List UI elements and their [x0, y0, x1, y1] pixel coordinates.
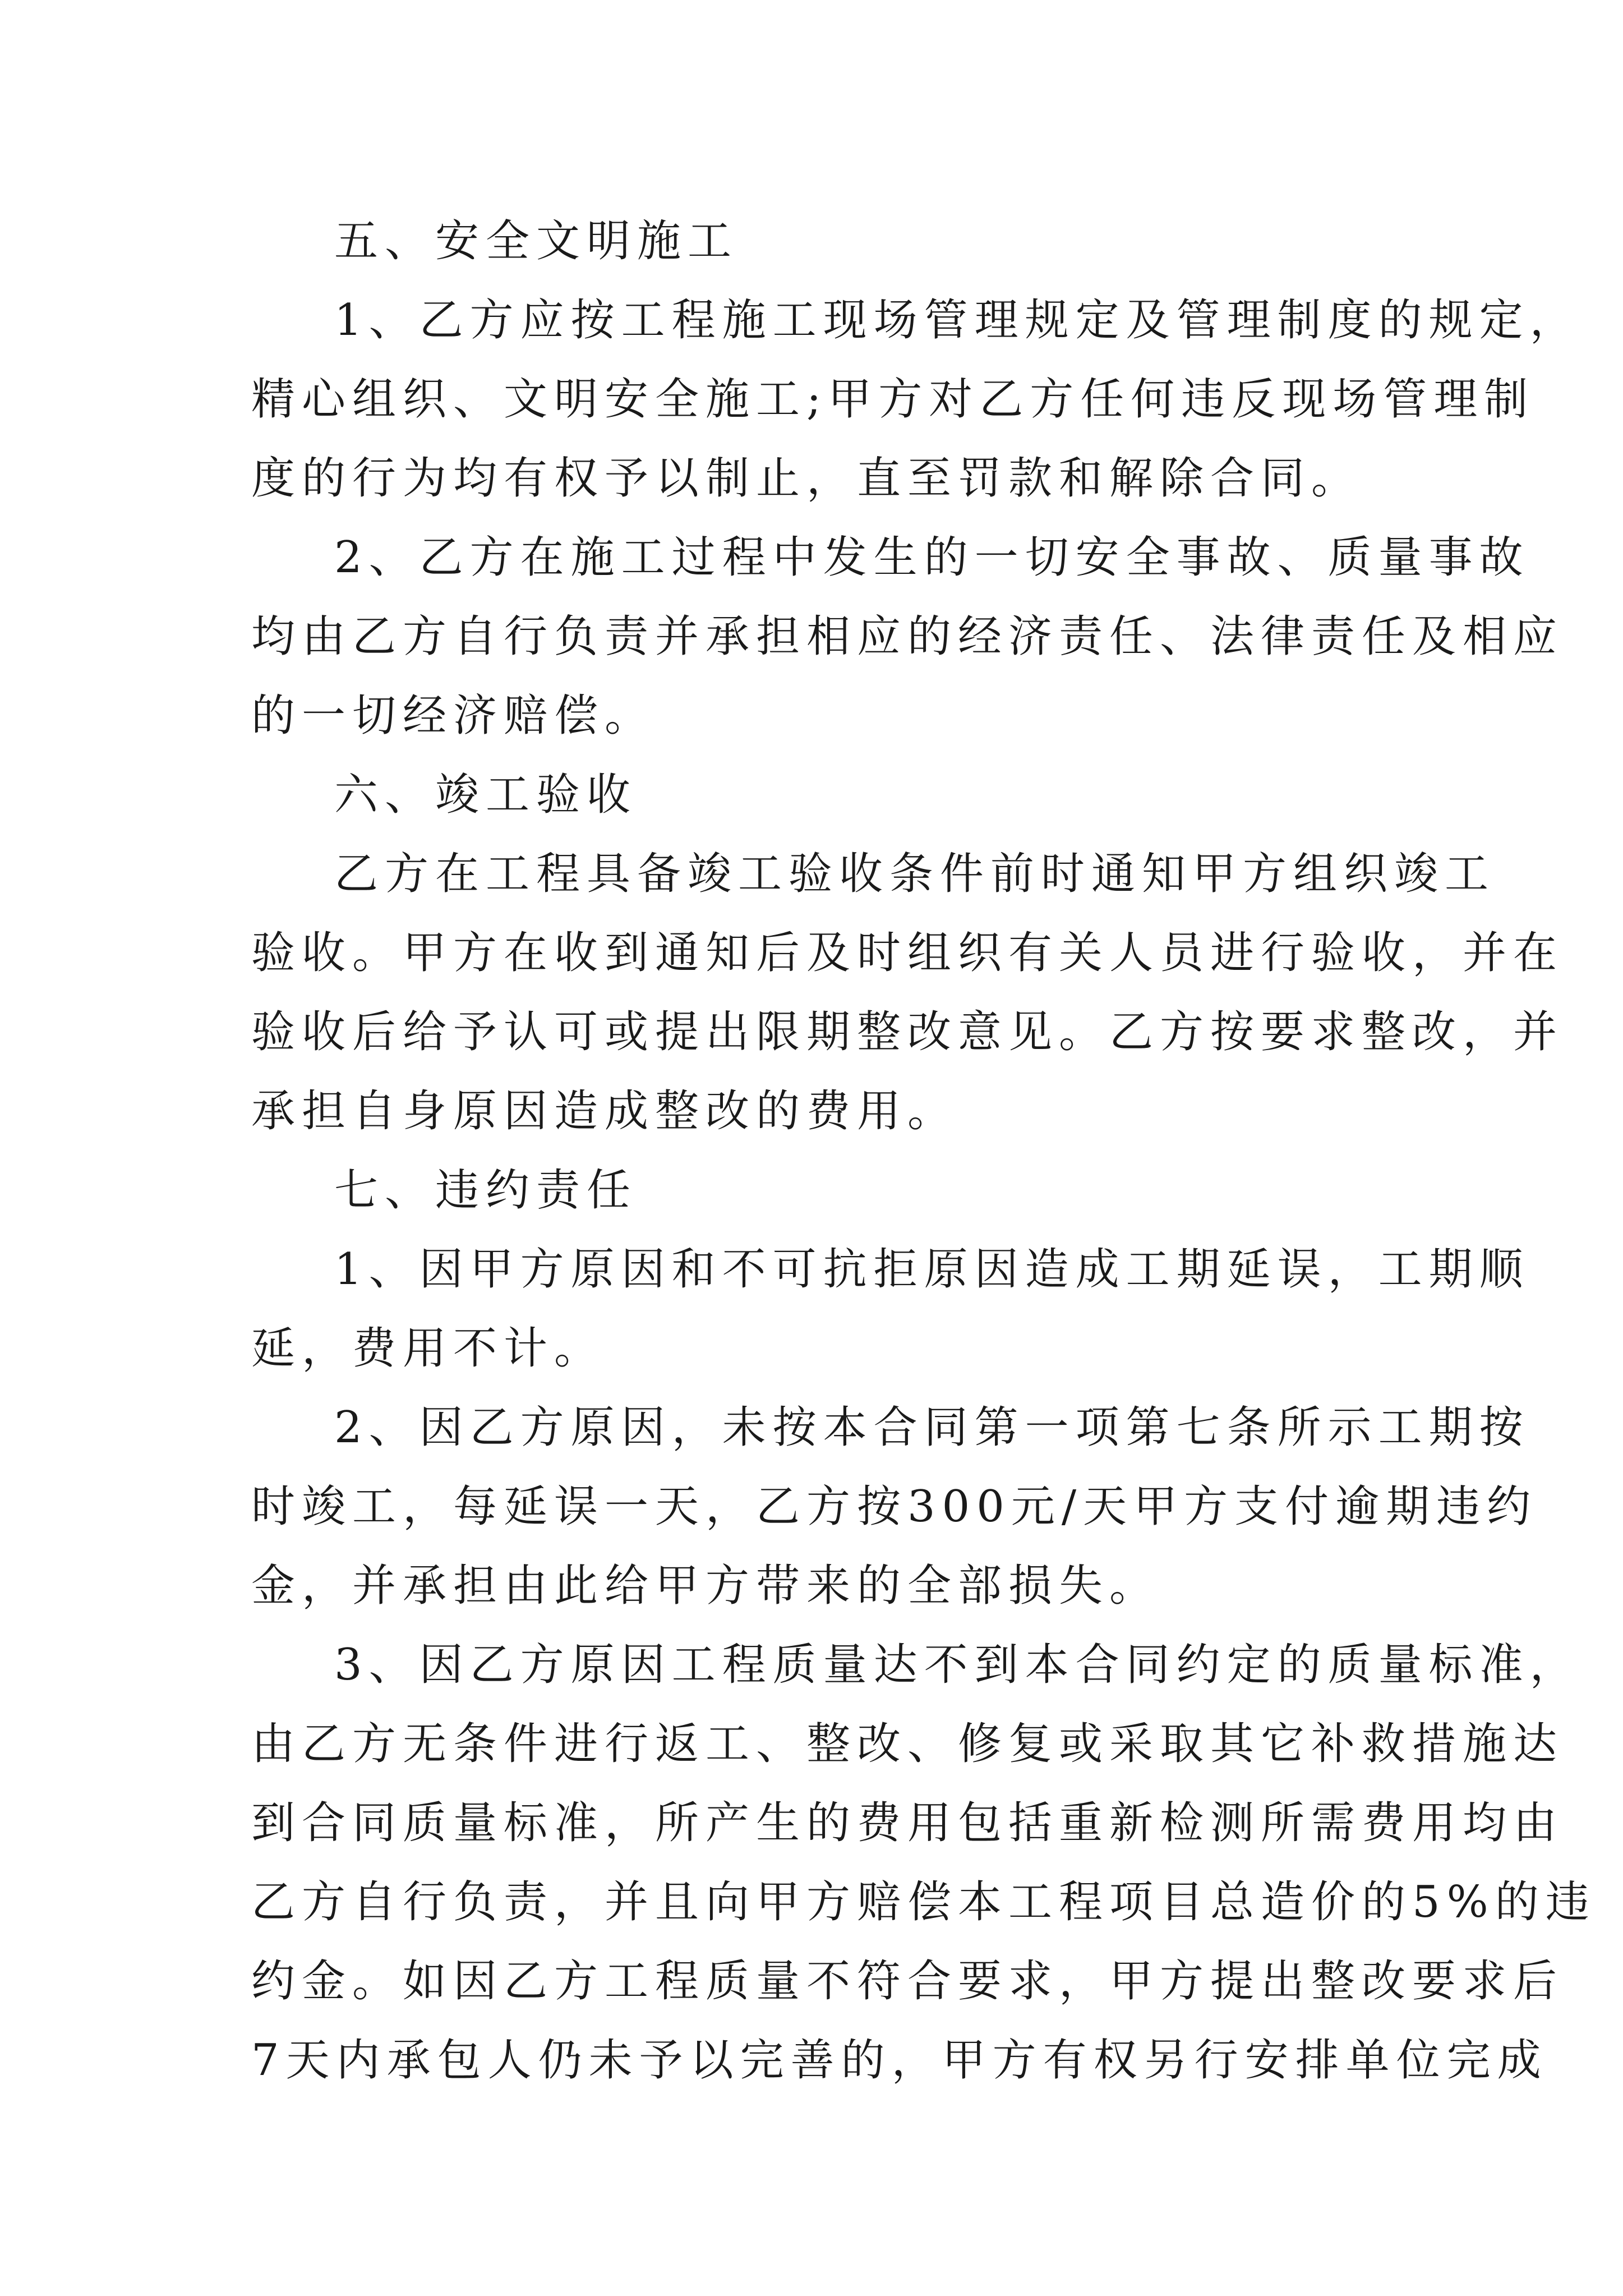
section-heading-safety: 五、安全文明施工 — [334, 216, 739, 266]
text-line: 延，费用不计。 — [251, 1323, 605, 1374]
text-line: 乙方在工程具备竣工验收条件前时通知甲方组织竣工 — [334, 849, 1496, 899]
text-line: 验收。甲方在收到通知后及时组织有关人员进行验收，并在 — [251, 928, 1564, 978]
text-line: 金，并承担由此给甲方带来的全部损失。 — [251, 1561, 1160, 1611]
text-line: 1、乙方应按工程施工现场管理规定及管理制度的规定， — [334, 295, 1580, 346]
text-line: 承担自身原因造成整改的费用。 — [251, 1086, 958, 1137]
text-line: 的一切经济赔偿。 — [251, 691, 656, 741]
text-line: 3、因乙方原因工程质量达不到本合同约定的质量标准， — [334, 1640, 1580, 1690]
text-line: 乙方自行负责，并且向甲方赔偿本工程项目总造价的5%的违 — [251, 1877, 1596, 1927]
text-line: 1、因甲方原因和不可抗拒原因造成工期延误，工期顺 — [334, 1244, 1530, 1295]
section-heading-liability: 七、违约责任 — [334, 1165, 638, 1216]
text-line: 2、乙方在施工过程中发生的一切安全事故、质量事故 — [334, 532, 1530, 583]
text-line: 约金。如因乙方工程质量不符合要求，甲方提出整改要求后 — [251, 1956, 1564, 2007]
contract-body-text — [251, 202, 1596, 2100]
text-line: 由乙方无条件进行返工、整改、修复或采取其它补救措施达 — [251, 1719, 1564, 1769]
text-line: 7天内承包人仍未予以完善的，甲方有权另行安排单位完成 — [251, 2035, 1548, 2086]
text-line: 到合同质量标准，所产生的费用包括重新检测所需费用均由 — [251, 1798, 1564, 1848]
section-heading-acceptance: 六、竣工验收 — [334, 770, 638, 820]
text-line: 均由乙方自行负责并承担相应的经济责任、法律责任及相应 — [251, 611, 1564, 662]
text-line: 精心组织、文明安全施工;甲方对乙方任何违反现场管理制 — [251, 374, 1535, 425]
text-line: 度的行为均有权予以制止，直至罚款和解除合同。 — [251, 453, 1362, 504]
text-line: 时竣工，每延误一天，乙方按300元/天甲方支付逾期违约 — [251, 1481, 1538, 1532]
text-line: 验收后给予认可或提出限期整改意见。乙方按要求整改，并 — [251, 1007, 1564, 1057]
text-line: 2、因乙方原因，未按本合同第一项第七条所示工期按 — [334, 1402, 1530, 1453]
